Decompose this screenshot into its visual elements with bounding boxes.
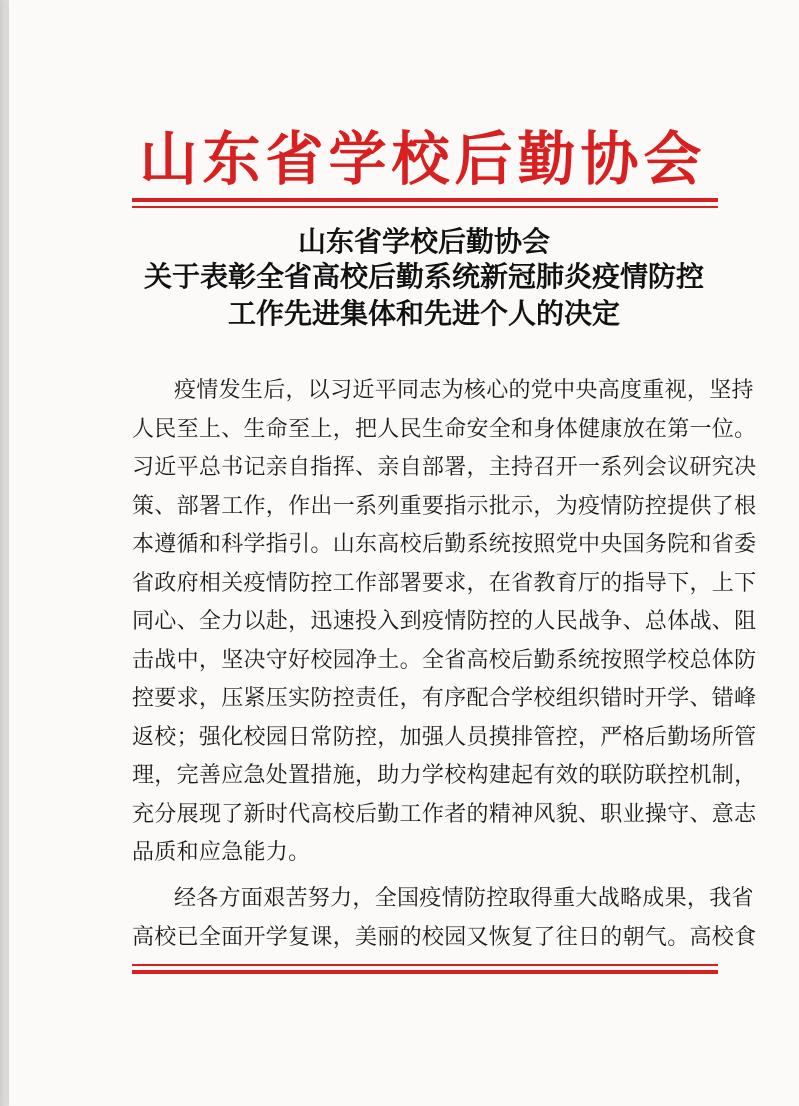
document-title-line-3: 工作先进集体和先进个人的决定	[227, 297, 620, 330]
body-line: 品质和应急能力。	[132, 840, 311, 865]
body-line: 策、部署工作，作出一系列重要指示批示，为疫情防控提供了根	[132, 493, 757, 519]
body-line: 理，完善应急处置措施，助力学校构建起有效的联防联控机制，	[132, 763, 757, 788]
body-line: 控要求，压紧压实防控责任，有序配合学校组织错时开学、错峰	[132, 686, 757, 711]
document-title-line-2: 关于表彰全省高校后勤系统新冠肺炎疫情防控	[143, 260, 704, 293]
body-line: 充分展现了新时代高校后勤工作者的精神风貌、职业操守、意志	[132, 801, 757, 827]
body-line: 习近平总书记亲自指挥、亲自部署，主持召开一系列会议研究决	[132, 455, 757, 480]
body-line: 返校；强化校园日常防控，加强人员摸排管控，严格后勤场所管	[132, 724, 757, 750]
body-line: 高校已全面开学复课，美丽的校园又恢复了往日的朝气。高校食	[132, 924, 757, 950]
header-rule-thin	[132, 206, 718, 208]
body-line: 人民至上、生命至上，把人民生命安全和身体健康放在第一位。	[132, 416, 757, 442]
document-title-line-1: 山东省学校后勤协会	[297, 225, 550, 258]
footer-rule-thick	[132, 970, 718, 974]
body-line: 击战中，坚决守好校园净土。全省高校后勤系统按照学校总体防	[132, 647, 757, 673]
body-line: 省政府相关疫情防控工作部署要求，在省教育厅的指导下，上下	[132, 570, 757, 596]
organization-header: 山东省学校后勤协会	[139, 125, 707, 193]
page-left-edge	[0, 0, 9, 1106]
body-line: 经各方面艰苦努力，全国疫情防控取得重大战略成果，我省	[174, 886, 754, 911]
header-rule-thick	[132, 198, 718, 202]
body-line: 本遵循和科学指引。山东高校后勤系统按照党中央国务院和省委	[132, 532, 757, 557]
body-line: 疫情发生后，以习近平同志为核心的党中央高度重视，坚持	[174, 378, 754, 403]
footer-rule-thin	[132, 964, 718, 966]
body-line: 同心、全力以赴，迅速投入到疫情防控的人民战争、总体战、阻	[132, 609, 757, 634]
